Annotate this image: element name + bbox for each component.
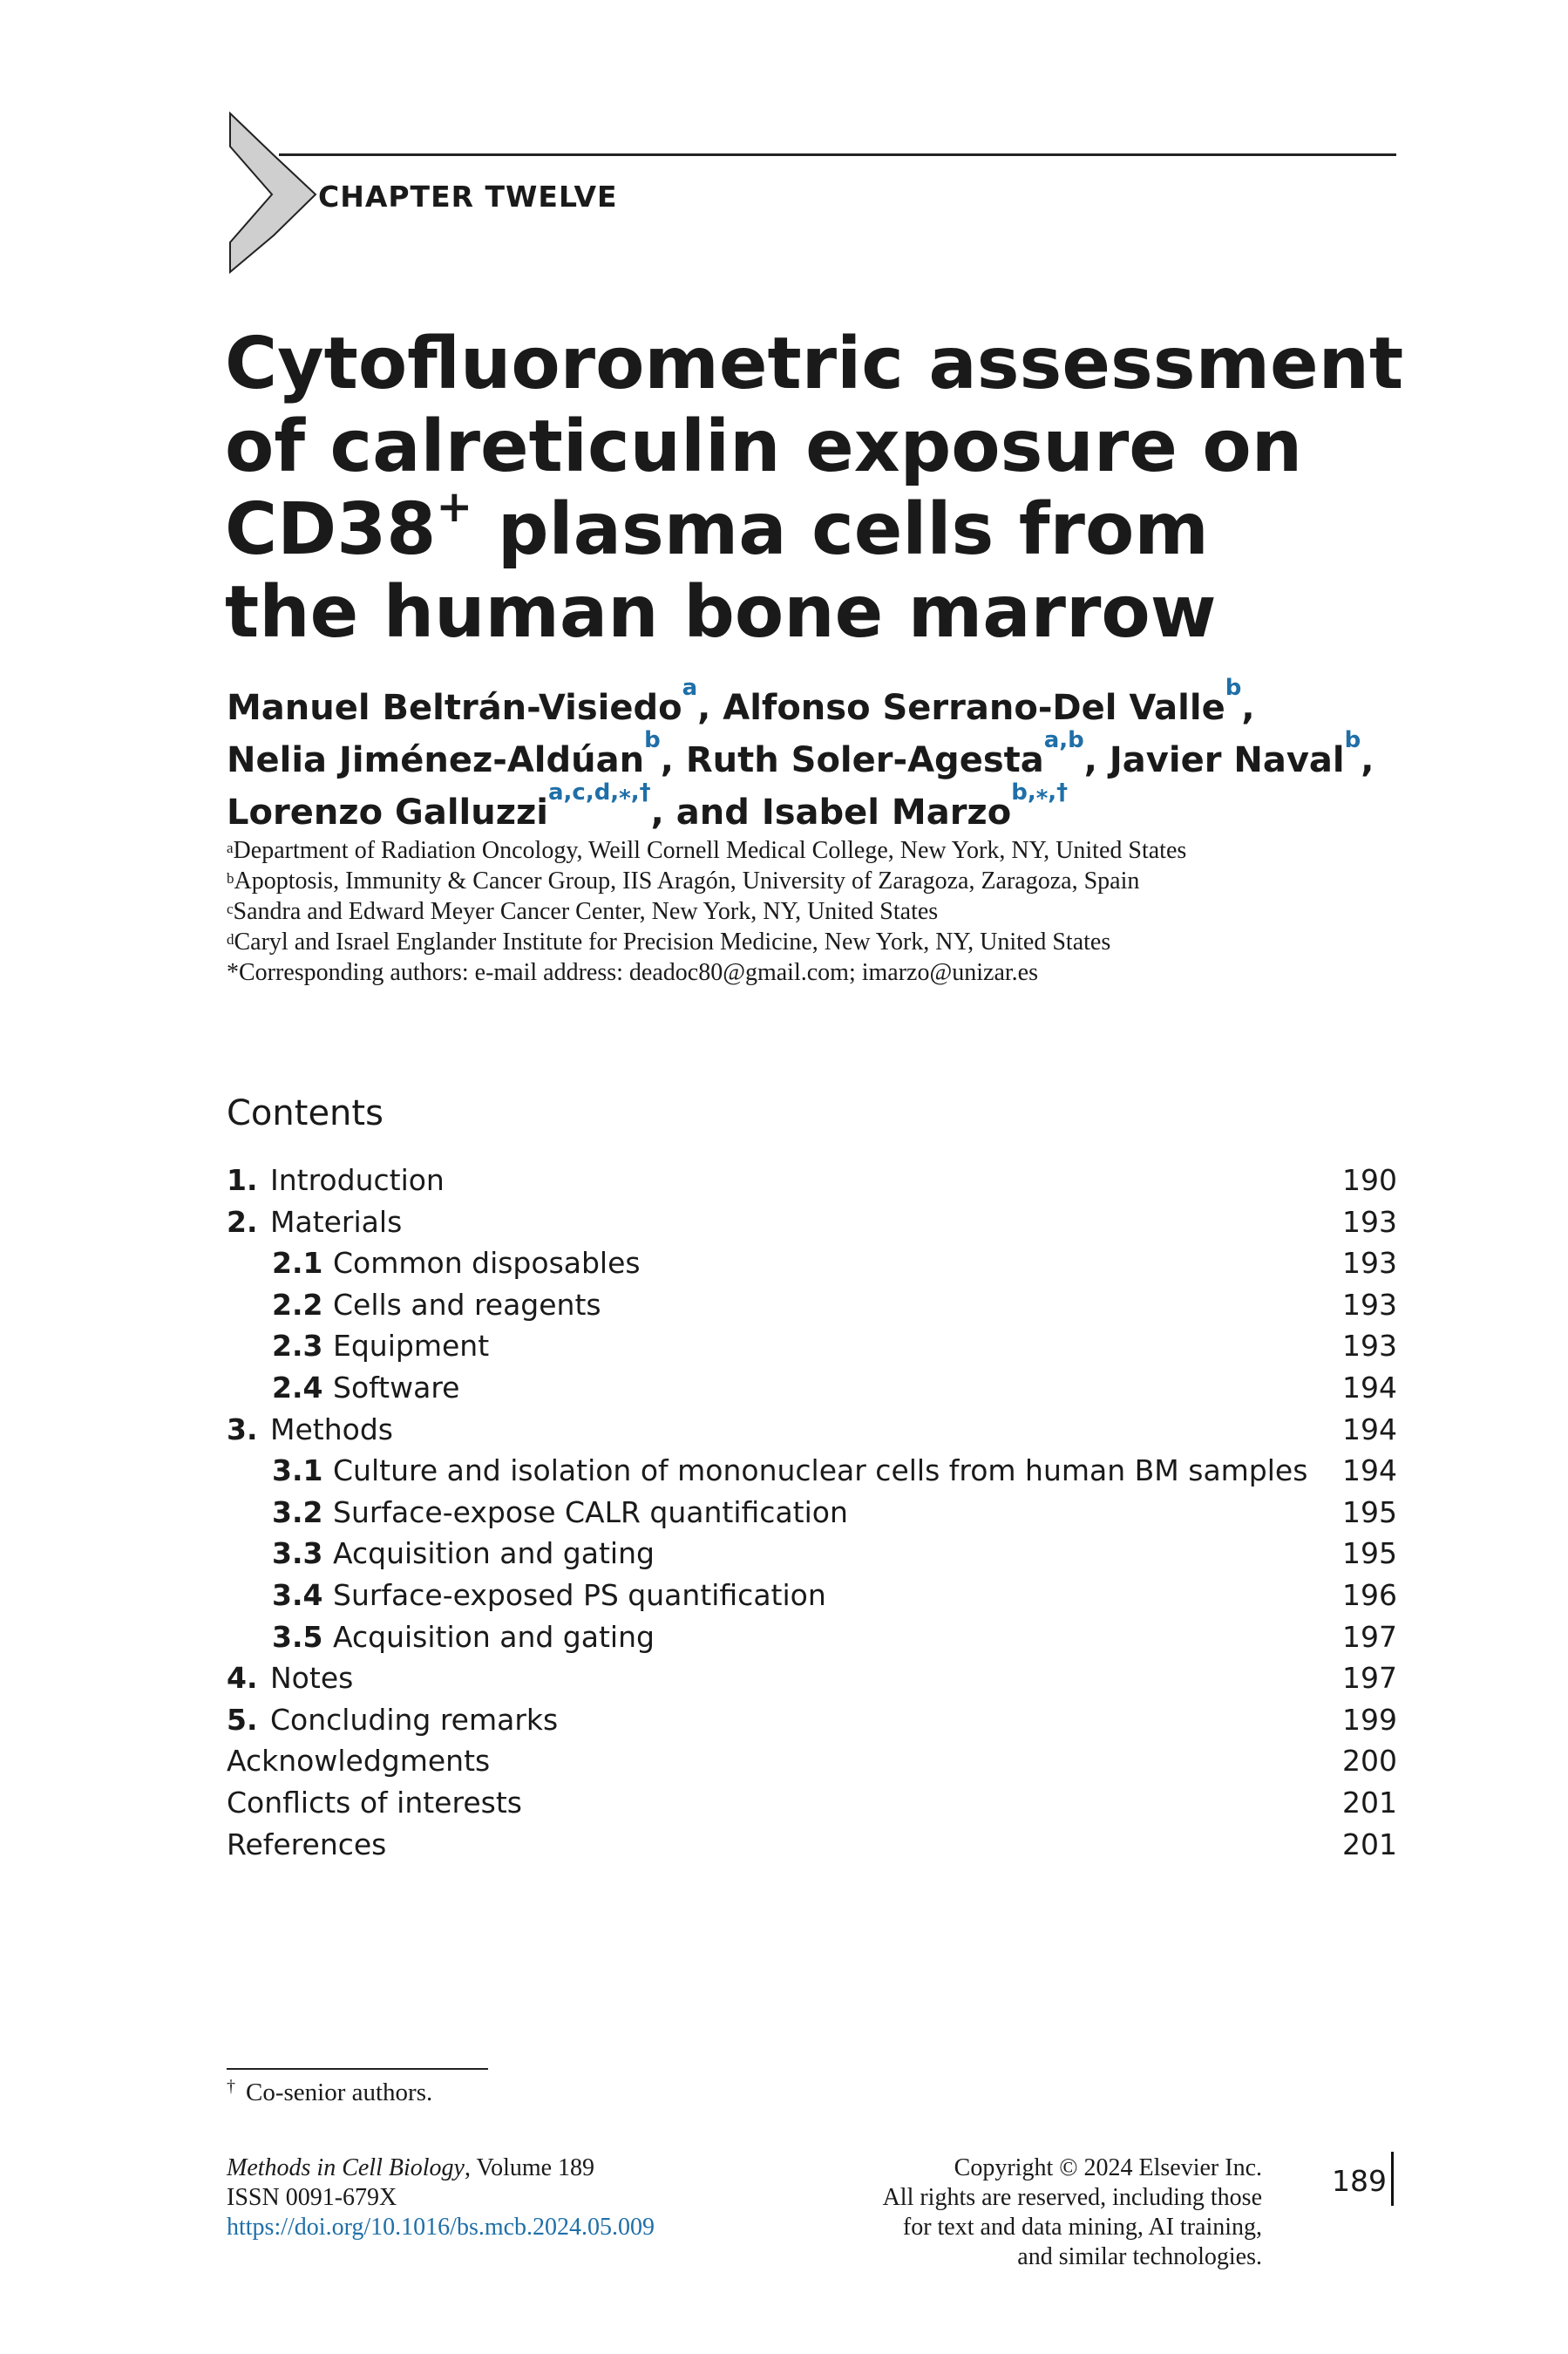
copyright-line: for text and data mining, AI training,: [902, 2214, 1262, 2241]
title-line: the human bone marrow: [225, 571, 1217, 654]
toc-number: 2.3: [272, 1329, 323, 1364]
toc-page: 195: [1342, 1536, 1397, 1571]
publication-info: [227, 2153, 655, 2242]
author-name: Manuel Beltrán-Visiedo: [227, 688, 682, 728]
affiliation: [227, 927, 1377, 957]
author-separator: ,: [697, 688, 723, 728]
affiliations: [227, 835, 1377, 988]
toc-page: 196: [1342, 1577, 1397, 1612]
toc-label: Notes: [270, 1661, 354, 1696]
toc-label: Surface-expose CALR quantification: [333, 1494, 848, 1529]
toc-label: Introduction: [270, 1163, 445, 1197]
toc-label: Methods: [270, 1412, 393, 1446]
header-rule: [279, 153, 1396, 156]
toc-page: 190: [1342, 1163, 1397, 1197]
toc-number: 3.: [227, 1412, 258, 1446]
chapter-chevron-icon: [228, 112, 320, 274]
toc-page: 201: [1342, 1827, 1397, 1861]
contents-heading: Contents: [227, 1093, 384, 1133]
footnote-rule: [227, 2068, 488, 2070]
author-name: Lorenzo Galluzzi: [227, 793, 548, 833]
toc-item[interactable]: [227, 1533, 1397, 1575]
toc-label: Acknowledgments: [227, 1744, 491, 1779]
toc-item[interactable]: [227, 1284, 1397, 1326]
toc-item[interactable]: [227, 1492, 1397, 1534]
toc-item[interactable]: [227, 1160, 1397, 1201]
author-affiliation-mark[interactable]: a,b: [1043, 727, 1084, 753]
title-line: Cytofluorometric assessment: [225, 323, 1404, 405]
affiliation: [227, 866, 1377, 896]
title-line: of calreticulin exposure on: [225, 405, 1303, 488]
toc-number: 2.: [227, 1204, 258, 1239]
chapter-title: [225, 323, 1404, 654]
author-list: [227, 675, 1375, 839]
copyright-line: All rights are reserved, including those: [882, 2184, 1262, 2211]
toc-item[interactable]: [227, 1325, 1397, 1367]
toc-number: 1.: [227, 1163, 258, 1197]
affiliation: [227, 957, 1377, 988]
toc-label: Cells and reagents: [333, 1287, 601, 1322]
toc-item[interactable]: [227, 1782, 1397, 1824]
affiliation: [227, 835, 1377, 866]
toc-item[interactable]: [227, 1450, 1397, 1492]
toc-item[interactable]: [227, 1824, 1397, 1866]
toc-item[interactable]: [227, 1242, 1397, 1284]
toc-item[interactable]: [227, 1740, 1397, 1782]
copyright-notice: [784, 2153, 1262, 2272]
affiliation-text: Apoptosis, Immunity & Cancer Group, IIS Aragón, University of Zaragoza, Zaragoza, Spain: [234, 867, 1140, 895]
volume: , Volume 189: [464, 2154, 595, 2181]
toc-page: 200: [1342, 1744, 1397, 1779]
toc-page: 193: [1342, 1287, 1397, 1322]
toc-page: 193: [1342, 1204, 1397, 1239]
affiliation-mark: a: [227, 840, 234, 856]
author-affiliation-mark[interactable]: b: [644, 727, 661, 753]
toc-label: Common disposables: [333, 1246, 641, 1281]
toc-page: 194: [1342, 1412, 1397, 1446]
author-separator: ,: [1083, 740, 1110, 780]
toc-number: 3.4: [272, 1577, 323, 1612]
toc-page: 197: [1342, 1619, 1397, 1654]
author-line: [227, 675, 1360, 734]
toc-item[interactable]: [227, 1367, 1397, 1409]
toc-page: 199: [1342, 1702, 1397, 1737]
toc-label: Software: [333, 1370, 460, 1405]
affiliation-text: Sandra and Edward Meyer Cancer Center, New York, NY, United States: [233, 898, 939, 925]
toc-label: Culture and isolation of mononuclear cells from human BM samples: [333, 1453, 1308, 1488]
journal-name: Methods in Cell Biology: [227, 2154, 465, 2181]
toc-number: 4.: [227, 1661, 258, 1696]
toc-label: Materials: [270, 1204, 403, 1239]
toc-page: 197: [1342, 1661, 1397, 1696]
author-separator: ,: [660, 740, 686, 780]
affiliation-mark: c: [227, 901, 234, 917]
toc-item[interactable]: [227, 1657, 1397, 1699]
author-name: Nelia Jiménez-Aldúan: [227, 740, 645, 780]
toc-number: 2.1: [272, 1246, 323, 1281]
author-affiliation-mark[interactable]: a: [682, 675, 698, 701]
title-line: CD38+ plasma cells from: [225, 481, 1209, 571]
author-name: Alfonso Serrano-Del Valle: [723, 688, 1225, 728]
affiliation-text: *Corresponding authors: e-mail address: deadoc80@gmail.com; imarzo@unizar.es: [227, 959, 1038, 986]
author-line: [227, 779, 1360, 839]
toc-number: 3.3: [272, 1536, 323, 1571]
affiliation-text: Caryl and Israel Englander Institute for Precision Medicine, New York, NY, United States: [234, 929, 1111, 956]
copyright-line: and similar technologies.: [1017, 2243, 1262, 2270]
toc-page: 193: [1342, 1246, 1397, 1281]
toc-label: Acquisition and gating: [333, 1536, 655, 1571]
author-affiliation-mark[interactable]: b: [1225, 675, 1242, 701]
toc-item[interactable]: [227, 1616, 1397, 1658]
author-separator: , and: [650, 793, 762, 833]
page-number: 189: [1332, 2164, 1387, 2198]
author-affiliation-mark[interactable]: b,⁎,†: [1011, 779, 1069, 806]
affiliation-text: Department of Radiation Oncology, Weill Cornell Medical College, New York, NY, United States: [233, 837, 1187, 864]
affiliation: [227, 896, 1377, 927]
toc-label: References: [227, 1827, 387, 1861]
toc-label: Acquisition and gating: [333, 1619, 655, 1654]
toc-item[interactable]: [227, 1575, 1397, 1616]
toc-page: 195: [1342, 1494, 1397, 1529]
toc-label: Equipment: [333, 1329, 490, 1364]
toc-item[interactable]: [227, 1699, 1397, 1741]
toc-label: Surface-exposed PS quantification: [333, 1577, 826, 1612]
toc-page: 193: [1342, 1329, 1397, 1364]
author-name: Isabel Marzo: [761, 793, 1012, 833]
footnote: † Co-senior authors.: [227, 2077, 433, 2106]
affiliation-mark: d: [227, 931, 234, 948]
toc-number: 3.1: [272, 1453, 323, 1488]
toc-number: 5.: [227, 1702, 258, 1737]
affiliation-mark: b: [227, 870, 234, 887]
toc-item[interactable]: [227, 1409, 1397, 1451]
issn: ISSN 0091-679X: [227, 2184, 397, 2211]
author-affiliation-mark[interactable]: a,c,d,⁎,†: [547, 779, 651, 806]
author-affiliation-mark[interactable]: b: [1344, 727, 1361, 753]
toc-page: 201: [1342, 1785, 1397, 1820]
toc-page: 194: [1342, 1370, 1397, 1405]
author-line: [227, 727, 1375, 786]
page-number-bar: [1391, 2152, 1394, 2206]
toc-item[interactable]: [227, 1201, 1397, 1243]
author-name: Javier Naval: [1109, 740, 1345, 780]
toc-label: Concluding remarks: [270, 1702, 559, 1737]
author-separator: ,: [1241, 688, 1255, 728]
toc-label: Conflicts of interests: [227, 1785, 522, 1820]
table-of-contents: [227, 1160, 1397, 1865]
chapter-label: CHAPTER TWELVE: [318, 180, 618, 214]
doi-link[interactable]: https://doi.org/10.1016/bs.mcb.2024.05.009: [227, 2214, 655, 2241]
toc-number: 3.5: [272, 1619, 323, 1654]
toc-number: 2.2: [272, 1287, 323, 1322]
author-separator: ,: [1361, 740, 1375, 780]
toc-number: 3.2: [272, 1494, 323, 1529]
author-name: Ruth Soler-Agesta: [685, 740, 1044, 780]
toc-page: 194: [1342, 1453, 1397, 1488]
toc-number: 2.4: [272, 1370, 323, 1405]
copyright-line: Copyright © 2024 Elsevier Inc.: [954, 2154, 1262, 2181]
